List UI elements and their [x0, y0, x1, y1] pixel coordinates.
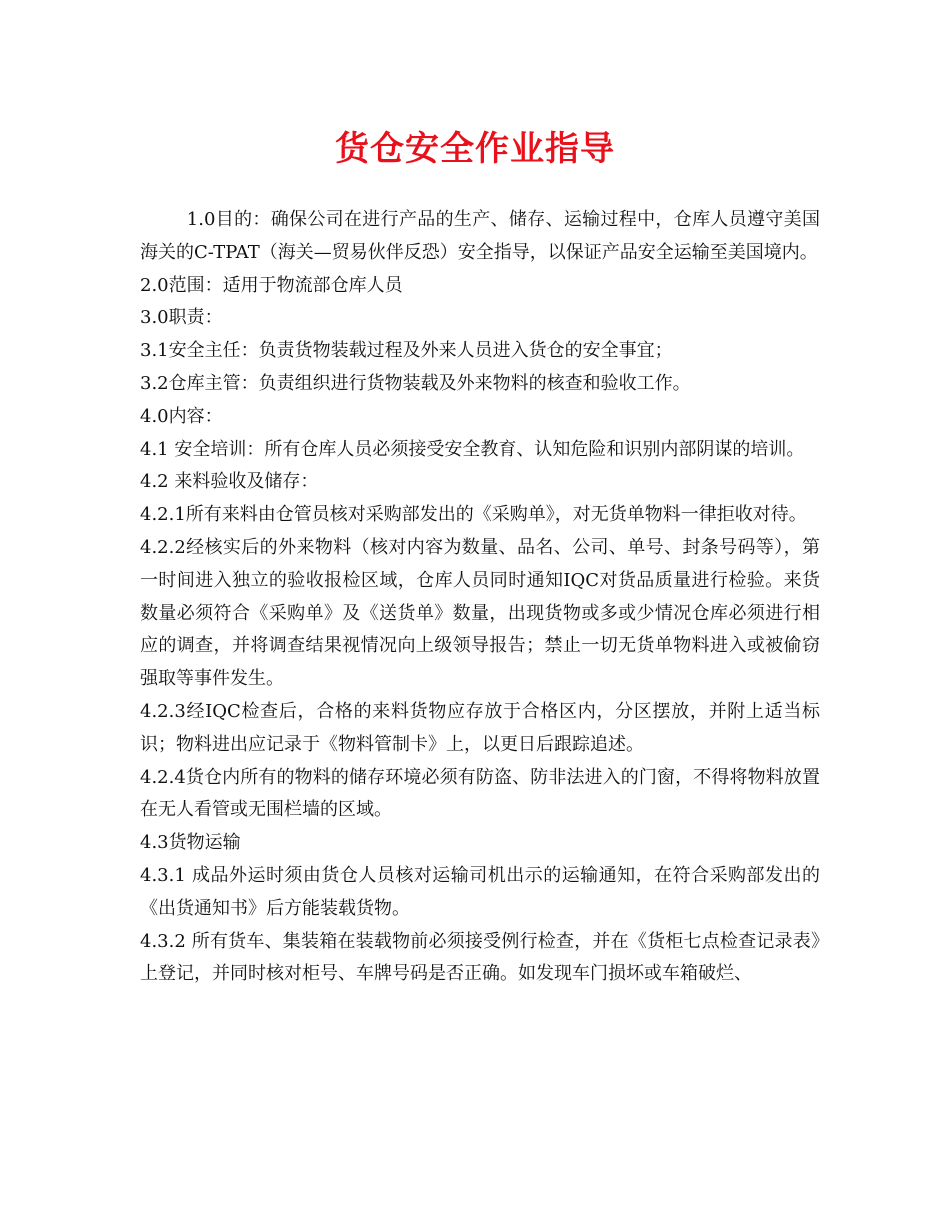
- paragraph-warehouse-supervisor: 3.2仓库主管：负责组织进行货物装载及外来物料的核查和验收工作。: [140, 372, 691, 394]
- paragraph-scope: 2.0范围：适用于物流部仓库人员: [140, 274, 403, 296]
- paragraph-purpose: 1.0目的：确保公司在进行产品的生产、储存、运输过程中，仓库人员遵守美国海关的C-TPAT（海关—贸易伙伴反恐）安全指导，以保证产品安全运输至美国境内。: [140, 209, 820, 263]
- paragraph-4-2-1: 4.2.1所有来料由仓管员核对采购部发出的《采购单》，对无货单物料一律拒收对待。: [140, 504, 807, 526]
- paragraph-safety-training: 4.1 安全培训：所有仓库人员必须接受安全教育、认知危险和识别内部阴谋的培训。: [140, 438, 805, 460]
- paragraph-transport-heading: 4.3货物运输: [140, 832, 241, 854]
- paragraph-4-3-2: 4.3.2 所有货车、集装箱在装载物前必须接受例行检查，并在《货柜七点检查记录表》上登记，并同时核对柜号、车牌号码是否正确。如发现车门损坏或车箱破烂、: [140, 930, 820, 985]
- document-body: [140, 204, 820, 991]
- paragraph-content-heading: 4.0内容：: [140, 405, 223, 427]
- paragraph-4-2-2: 4.2.2经核实后的外来物料（核对内容为数量、品名、公司、单号、封条号码等），第一时间进入独立的验收报检区域，仓库人员同时通知IQC对货品质量进行检验。来货数量必须符合《采购单》及《送货单》数量，出现货物或多或少情况仓库必须进行相应的调查，并将调查结果视情况向上级领导报告；禁止一切无货单物料进入或被偷窃强取等事件发生。: [140, 536, 820, 690]
- paragraph-4-2-4: 4.2.4货仓内所有的物料的储存环境必须有防盗、防非法进入的门窗，不得将物料放置在无人看管或无围栏墙的区域。: [140, 766, 820, 821]
- paragraph-safety-officer: 3.1安全主任：负责货物装载过程及外来人员进入货仓的安全事宜；: [140, 340, 673, 362]
- paragraph-responsibility-heading: 3.0职责：: [140, 307, 223, 329]
- document-title: 货仓安全作业指导: [335, 129, 615, 169]
- paragraph-4-2-3: 4.2.3经IQC检查后，合格的来料货物应存放于合格区内，分区摆放，并附上适当标识；物料进出应记录于《物料管制卡》上，以更日后跟踪追述。: [140, 700, 820, 755]
- paragraph-4-3-1: 4.3.1 成品外运时须由货仓人员核对运输司机出示的运输通知，在符合采购部发出的《出货通知书》后方能装载货物。: [140, 864, 820, 919]
- paragraph-receiving-storage: 4.2 来料验收及储存：: [140, 471, 319, 493]
